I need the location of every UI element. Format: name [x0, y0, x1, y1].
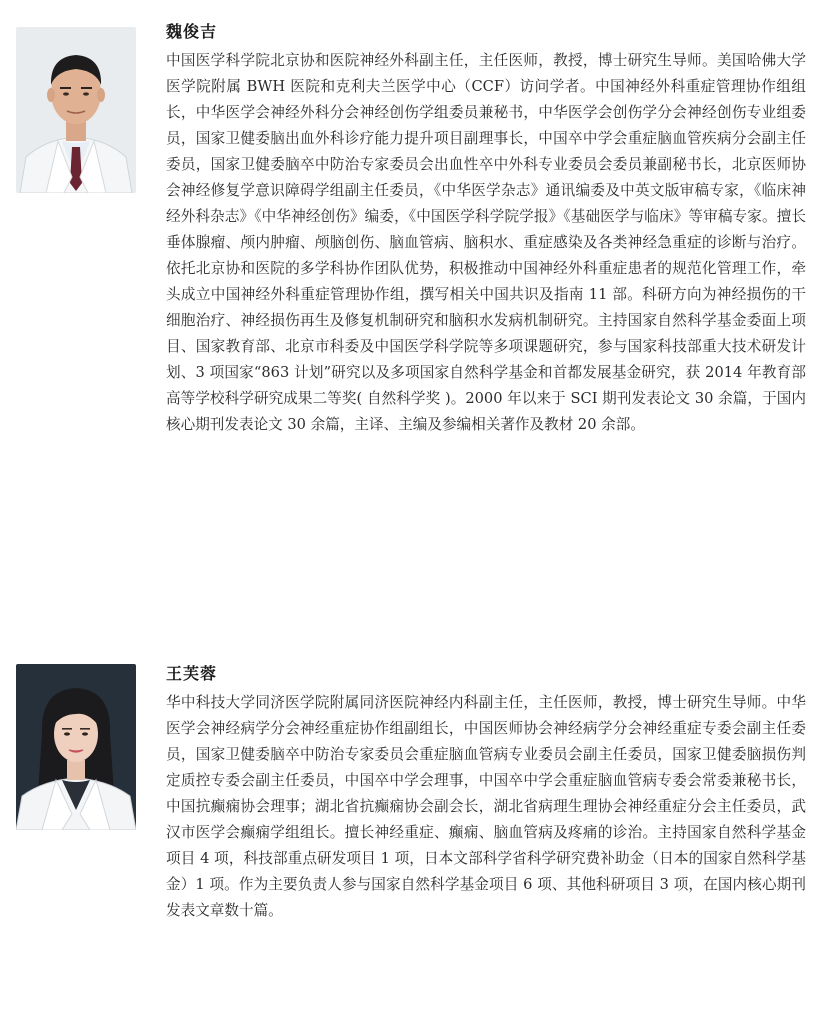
doctor-bio: 华中科技大学同济医学院附属同济医院神经内科副主任，主任医师，教授，博士研究生导师。中华医学会神经病学分会神经重症协作组副组长，中国医师协会神经病学分会神经重症专委会副主任委员，国家卫健委脑卒中防治专家委员会重症脑血管病专业委员会副主任委员，国家卫健委脑损伤判定质控专委会副主任委员，中国卒中学会理事，中国卒中学会重症脑血管病专委会常委兼秘书长，中国抗癫痫协会理事；湖北省抗癫痫协会副会长，湖北省病理生理协会神经重症分会主任委员，武汉市医学会癫痫学组组长。擅长神经重症、癫痫、脑血管病及疼痛的诊治。主持国家自然科学基金项目 4 项，科技部重点研发项目 1 项，日本文部科学省科学研究费补助金（日本的国家自然科学基金）1 项。作为主要负责人参与国家自然科学基金项目 6 项、其他科研项目 3 项，在国内核心期刊发表文章数十篇。: [166, 694, 806, 919]
doctor-name: 魏俊吉: [166, 22, 218, 41]
doctor-bio: 中国医学科学院北京协和医院神经外科副主任，主任医师，教授，博士研究生导师。美国哈佛大学医学院附属 BWH 医院和克利夫兰医学中心（CCF）访问学者。中国神经外科重症管理协作组组长，中华医学会神经外科分会神经创伤学组委员兼秘书，中华医学会创伤学分会神经创伤专业组委员，国家卫健委脑出血外科诊疗能力提升项目副理事长，中国卒中学会重症脑血管疾病分会副主任委员，国家卫健委脑卒中防治专家委员会出血性卒中外科专业委员会委员兼副秘书长，北京医师协会神经修复学意识障碍学组副主任委员，《中华医学杂志》通讯编委及中英文版审稿专家，《临床神经外科杂志》《中华神经创伤》编委，《中国医学科学院学报》《基础医学与临床》等审稿专家。擅长垂体腺瘤、颅内肿瘤、颅脑创伤、脑血管病、脑积水、重症感染及各类神经急重症的诊断与治疗。依托北京协和医院的多学科协作团队优势，积极推动中国神经外科重症患者的规范化管理工作，牵头成立中国神经外科重症管理协作组，撰写相关中国共识及指南 11 部。科研方向为神经损伤的干细胞治疗、神经损伤再生及修复机制研究和脑积水发病机制研究。主持国家自然科学基金委面上项目、国家教育部、北京市科委及中国医学科学院等多项课题研究，参与国家科技部重大技术研发计划、3 项国家“863 计划”研究以及多项国家自然科学基金和首都发展基金研究，获 2014 年教育部高等学校科学研究成果二等奖( 自然科学奖 )。2000 年以来于 SCI 期刊发表论文 30 余篇，于国内核心期刊发表论文 30 余篇，主译、主编及参编相关著作及教材 20 余部。: [166, 52, 806, 433]
doctor-name: 王芙蓉: [166, 664, 218, 683]
portrait-female-doctor-icon: [16, 664, 136, 830]
portrait-male-doctor-icon: [16, 27, 136, 193]
doctor-portrait-photo: [16, 27, 136, 193]
doctor-portrait-photo: [16, 664, 136, 830]
